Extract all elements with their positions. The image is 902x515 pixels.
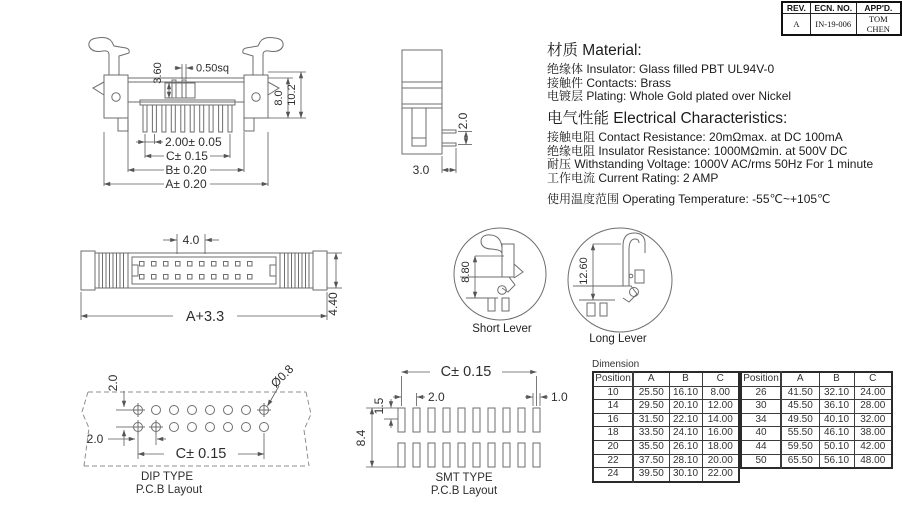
ecn-value: IN-19-006 bbox=[810, 14, 856, 36]
table-row bbox=[593, 468, 739, 482]
dim-smt-pad-width: 1.0 bbox=[551, 390, 568, 404]
electrical-section bbox=[547, 106, 873, 185]
material-heading: 材质 Material: bbox=[547, 42, 642, 59]
table-cell: 56.10 bbox=[819, 454, 854, 468]
side-pin-upper bbox=[442, 130, 456, 133]
rev-col-header: REV. bbox=[782, 2, 810, 14]
table-row bbox=[593, 400, 739, 414]
dim-slot-width: 4.0 bbox=[182, 233, 200, 247]
dim-overall-length: A+3.3 bbox=[185, 309, 225, 325]
table-row bbox=[741, 413, 892, 427]
table-cell: 55.50 bbox=[781, 427, 819, 441]
operating-temperature-line: 使用温度范围 Operating Temperature: -55℃~+105℃ bbox=[547, 192, 831, 206]
material-section bbox=[547, 38, 791, 104]
appd-value: TOM CHEN bbox=[856, 14, 901, 36]
side-view-dimension-lines bbox=[442, 132, 472, 174]
smt-subtitle: P.C.B Layout bbox=[430, 485, 498, 497]
table-cell: 46.10 bbox=[819, 427, 854, 441]
dim-smt-height: 8.4 bbox=[354, 429, 368, 447]
front-view-drawing bbox=[85, 35, 315, 200]
table-row bbox=[741, 400, 892, 414]
long-lever-detail bbox=[565, 226, 675, 339]
table-cell: 32.00 bbox=[854, 413, 892, 427]
table-cell: 28.00 bbox=[854, 400, 892, 414]
table-cell: 24 bbox=[593, 468, 633, 482]
dim-pin-square: 0.50sq bbox=[196, 62, 230, 75]
table-cell: 37.50 bbox=[633, 454, 669, 468]
dip-pcb-layout bbox=[78, 362, 313, 505]
smt-dimension-lines bbox=[366, 372, 548, 467]
table-cell: 22.10 bbox=[669, 413, 702, 427]
table-row bbox=[593, 413, 739, 427]
electrical-line-insulator-resistance: 绝缘电阻 Insulator Resistance: 1000MΩmin. at 500V DC bbox=[547, 143, 848, 158]
table-cell: 30.10 bbox=[669, 468, 702, 482]
front-view-pins bbox=[143, 105, 232, 132]
appd-col-header: APP'D. bbox=[856, 2, 901, 14]
top-view-contacts bbox=[140, 262, 253, 280]
table-cell: 16 bbox=[593, 413, 633, 427]
col-position: Position bbox=[741, 372, 781, 386]
dim-pin-spacing: 2.0 bbox=[456, 112, 470, 130]
dim-b: B± 0.20 bbox=[165, 163, 207, 177]
smt-title: SMT TYPE bbox=[435, 472, 493, 484]
table-row bbox=[741, 427, 892, 441]
dimension-tables-caption: Dimension bbox=[592, 359, 640, 370]
dim-smt-pad-pitch: 2.0 bbox=[428, 390, 445, 404]
dim-dip-hole-pitch: 2.0 bbox=[86, 432, 104, 446]
dip-holes bbox=[131, 403, 271, 434]
table-cell: 12.00 bbox=[702, 400, 739, 414]
polarizing-key-left bbox=[132, 265, 138, 276]
dim-a: A± 0.20 bbox=[165, 177, 207, 191]
side-view-drawing bbox=[392, 42, 537, 187]
revision-data-row bbox=[782, 14, 901, 36]
table-cell: 42.00 bbox=[854, 440, 892, 454]
dim-smt-row-gap: 1.5 bbox=[372, 397, 386, 415]
electrical-heading: 电气性能 Electrical Characteristics: bbox=[547, 110, 788, 127]
table-cell: 29.50 bbox=[633, 400, 669, 414]
table-cell: 65.50 bbox=[781, 454, 819, 468]
rev-value: A bbox=[782, 14, 810, 36]
col-c: C bbox=[702, 372, 739, 386]
electrical-line-contact-resistance: 接触电阻 Contact Resistance: 20mΩmax. at DC 100mA bbox=[547, 130, 843, 144]
top-view-body bbox=[81, 251, 327, 290]
table-header-row bbox=[593, 372, 739, 386]
table-cell: 24.10 bbox=[669, 427, 702, 441]
table-cell: 59.50 bbox=[781, 440, 819, 454]
table-cell: 31.50 bbox=[633, 413, 669, 427]
electrical-line-withstanding-voltage: 耐压 Withstanding Voltage: 1000V AC/rms 50Hz For 1 minute bbox=[547, 157, 874, 172]
col-position: Position bbox=[593, 372, 633, 386]
table-row bbox=[741, 386, 892, 400]
col-b: B bbox=[669, 372, 702, 386]
table-cell: 26.10 bbox=[669, 440, 702, 454]
table-cell: 40.10 bbox=[819, 413, 854, 427]
table-cell: 20 bbox=[593, 440, 633, 454]
mounting-hole-left bbox=[112, 93, 120, 101]
ejector-lever-right bbox=[243, 38, 283, 96]
table-cell: 48.00 bbox=[854, 454, 892, 468]
table-row bbox=[741, 454, 892, 468]
table-cell: 18 bbox=[593, 427, 633, 441]
table-cell: 14.00 bbox=[702, 413, 739, 427]
dim-body-height: 4.40 bbox=[326, 292, 340, 316]
electrical-line-current-rating: 工作电流 Current Rating: 2 AMP bbox=[547, 170, 719, 185]
dimension-table-right bbox=[740, 371, 893, 469]
dim-recess-height: 3.60 bbox=[152, 62, 164, 84]
table-cell: 50.10 bbox=[819, 440, 854, 454]
table-cell: 22 bbox=[593, 454, 633, 468]
table-row bbox=[593, 454, 739, 468]
dip-title: DIP TYPE bbox=[141, 471, 193, 483]
long-lever-label: Long Lever bbox=[589, 333, 647, 345]
front-view-body bbox=[104, 75, 268, 131]
table-cell: 40 bbox=[741, 427, 781, 441]
table-cell: 50 bbox=[741, 454, 781, 468]
table-cell: 35.50 bbox=[633, 440, 669, 454]
polarizing-key-right bbox=[270, 265, 276, 276]
table-cell: 49.50 bbox=[781, 413, 819, 427]
table-cell: 45.50 bbox=[781, 400, 819, 414]
material-line-insulator: 绝缘体 Insulator: Glass filled PBT UL94V-0 bbox=[547, 62, 775, 76]
table-cell: 20.00 bbox=[702, 454, 739, 468]
table-cell: 34 bbox=[741, 413, 781, 427]
short-lever-label: Short Lever bbox=[472, 323, 532, 335]
revision-table bbox=[781, 1, 902, 36]
dimension-table-left bbox=[592, 371, 740, 483]
dim-dip-row-pitch: 2.0 bbox=[106, 374, 120, 392]
table-cell: 25.50 bbox=[633, 386, 669, 400]
long-lever-dimension-lines bbox=[593, 244, 621, 300]
dip-subtitle: P.C.B Layout bbox=[135, 484, 203, 496]
dim-pin-length: 3.0 bbox=[412, 163, 430, 177]
dim-c: C± 0.15 bbox=[166, 149, 208, 163]
revision-header-row bbox=[782, 2, 901, 14]
table-cell: 24.00 bbox=[854, 386, 892, 400]
mounting-hole-right bbox=[252, 93, 260, 101]
side-pin-lower bbox=[442, 143, 456, 146]
col-a: A bbox=[633, 372, 669, 386]
table-row bbox=[593, 386, 739, 400]
table-cell: 16.10 bbox=[669, 386, 702, 400]
table-cell: 36.10 bbox=[819, 400, 854, 414]
table-cell: 18.00 bbox=[702, 440, 739, 454]
col-c: C bbox=[854, 372, 892, 386]
table-cell: 28.10 bbox=[669, 454, 702, 468]
table-cell: 33.50 bbox=[633, 427, 669, 441]
ecn-col-header: ECN. NO. bbox=[810, 2, 856, 14]
dim-height-outer: 10.2 bbox=[286, 84, 298, 106]
table-cell: 44 bbox=[741, 440, 781, 454]
dim-pin-pitch: 2.00± 0.05 bbox=[165, 135, 222, 149]
side-view-body bbox=[402, 50, 456, 154]
top-view-drawing bbox=[75, 228, 345, 328]
dim-short-lever: 8.80 bbox=[460, 261, 472, 283]
table-cell: 32.10 bbox=[819, 386, 854, 400]
dim-long-lever: 12.60 bbox=[578, 257, 590, 285]
material-line-contacts: 接触件 Contacts: Brass bbox=[547, 75, 672, 90]
short-lever-detail bbox=[452, 226, 552, 326]
material-line-plating: 电镀层 Plating: Whole Gold plated over Nickel bbox=[547, 89, 792, 104]
table-cell: 10 bbox=[593, 386, 633, 400]
table-cell: 22.00 bbox=[702, 468, 739, 482]
dim-dip-hole-dia: Ø0.8 bbox=[268, 362, 297, 391]
ejector-lever-left bbox=[89, 38, 129, 96]
table-cell: 26 bbox=[741, 386, 781, 400]
col-b: B bbox=[819, 372, 854, 386]
dim-height-inner: 8.0 bbox=[273, 90, 285, 106]
table-cell: 16.00 bbox=[702, 427, 739, 441]
table-cell: 20.10 bbox=[669, 400, 702, 414]
smt-pads bbox=[398, 408, 540, 467]
col-a: A bbox=[781, 372, 819, 386]
table-cell: 38.00 bbox=[854, 427, 892, 441]
table-cell: 14 bbox=[593, 400, 633, 414]
table-header-row bbox=[741, 372, 892, 386]
table-cell: 30 bbox=[741, 400, 781, 414]
table-cell: 8.00 bbox=[702, 386, 739, 400]
table-row bbox=[741, 440, 892, 454]
dim-dip-c: C± 0.15 bbox=[175, 446, 227, 462]
table-row bbox=[593, 440, 739, 454]
dim-smt-c: C± 0.15 bbox=[440, 364, 492, 380]
smt-pcb-layout bbox=[354, 360, 573, 505]
table-cell: 39.50 bbox=[633, 468, 669, 482]
table-row bbox=[593, 427, 739, 441]
table-cell: 41.50 bbox=[781, 386, 819, 400]
